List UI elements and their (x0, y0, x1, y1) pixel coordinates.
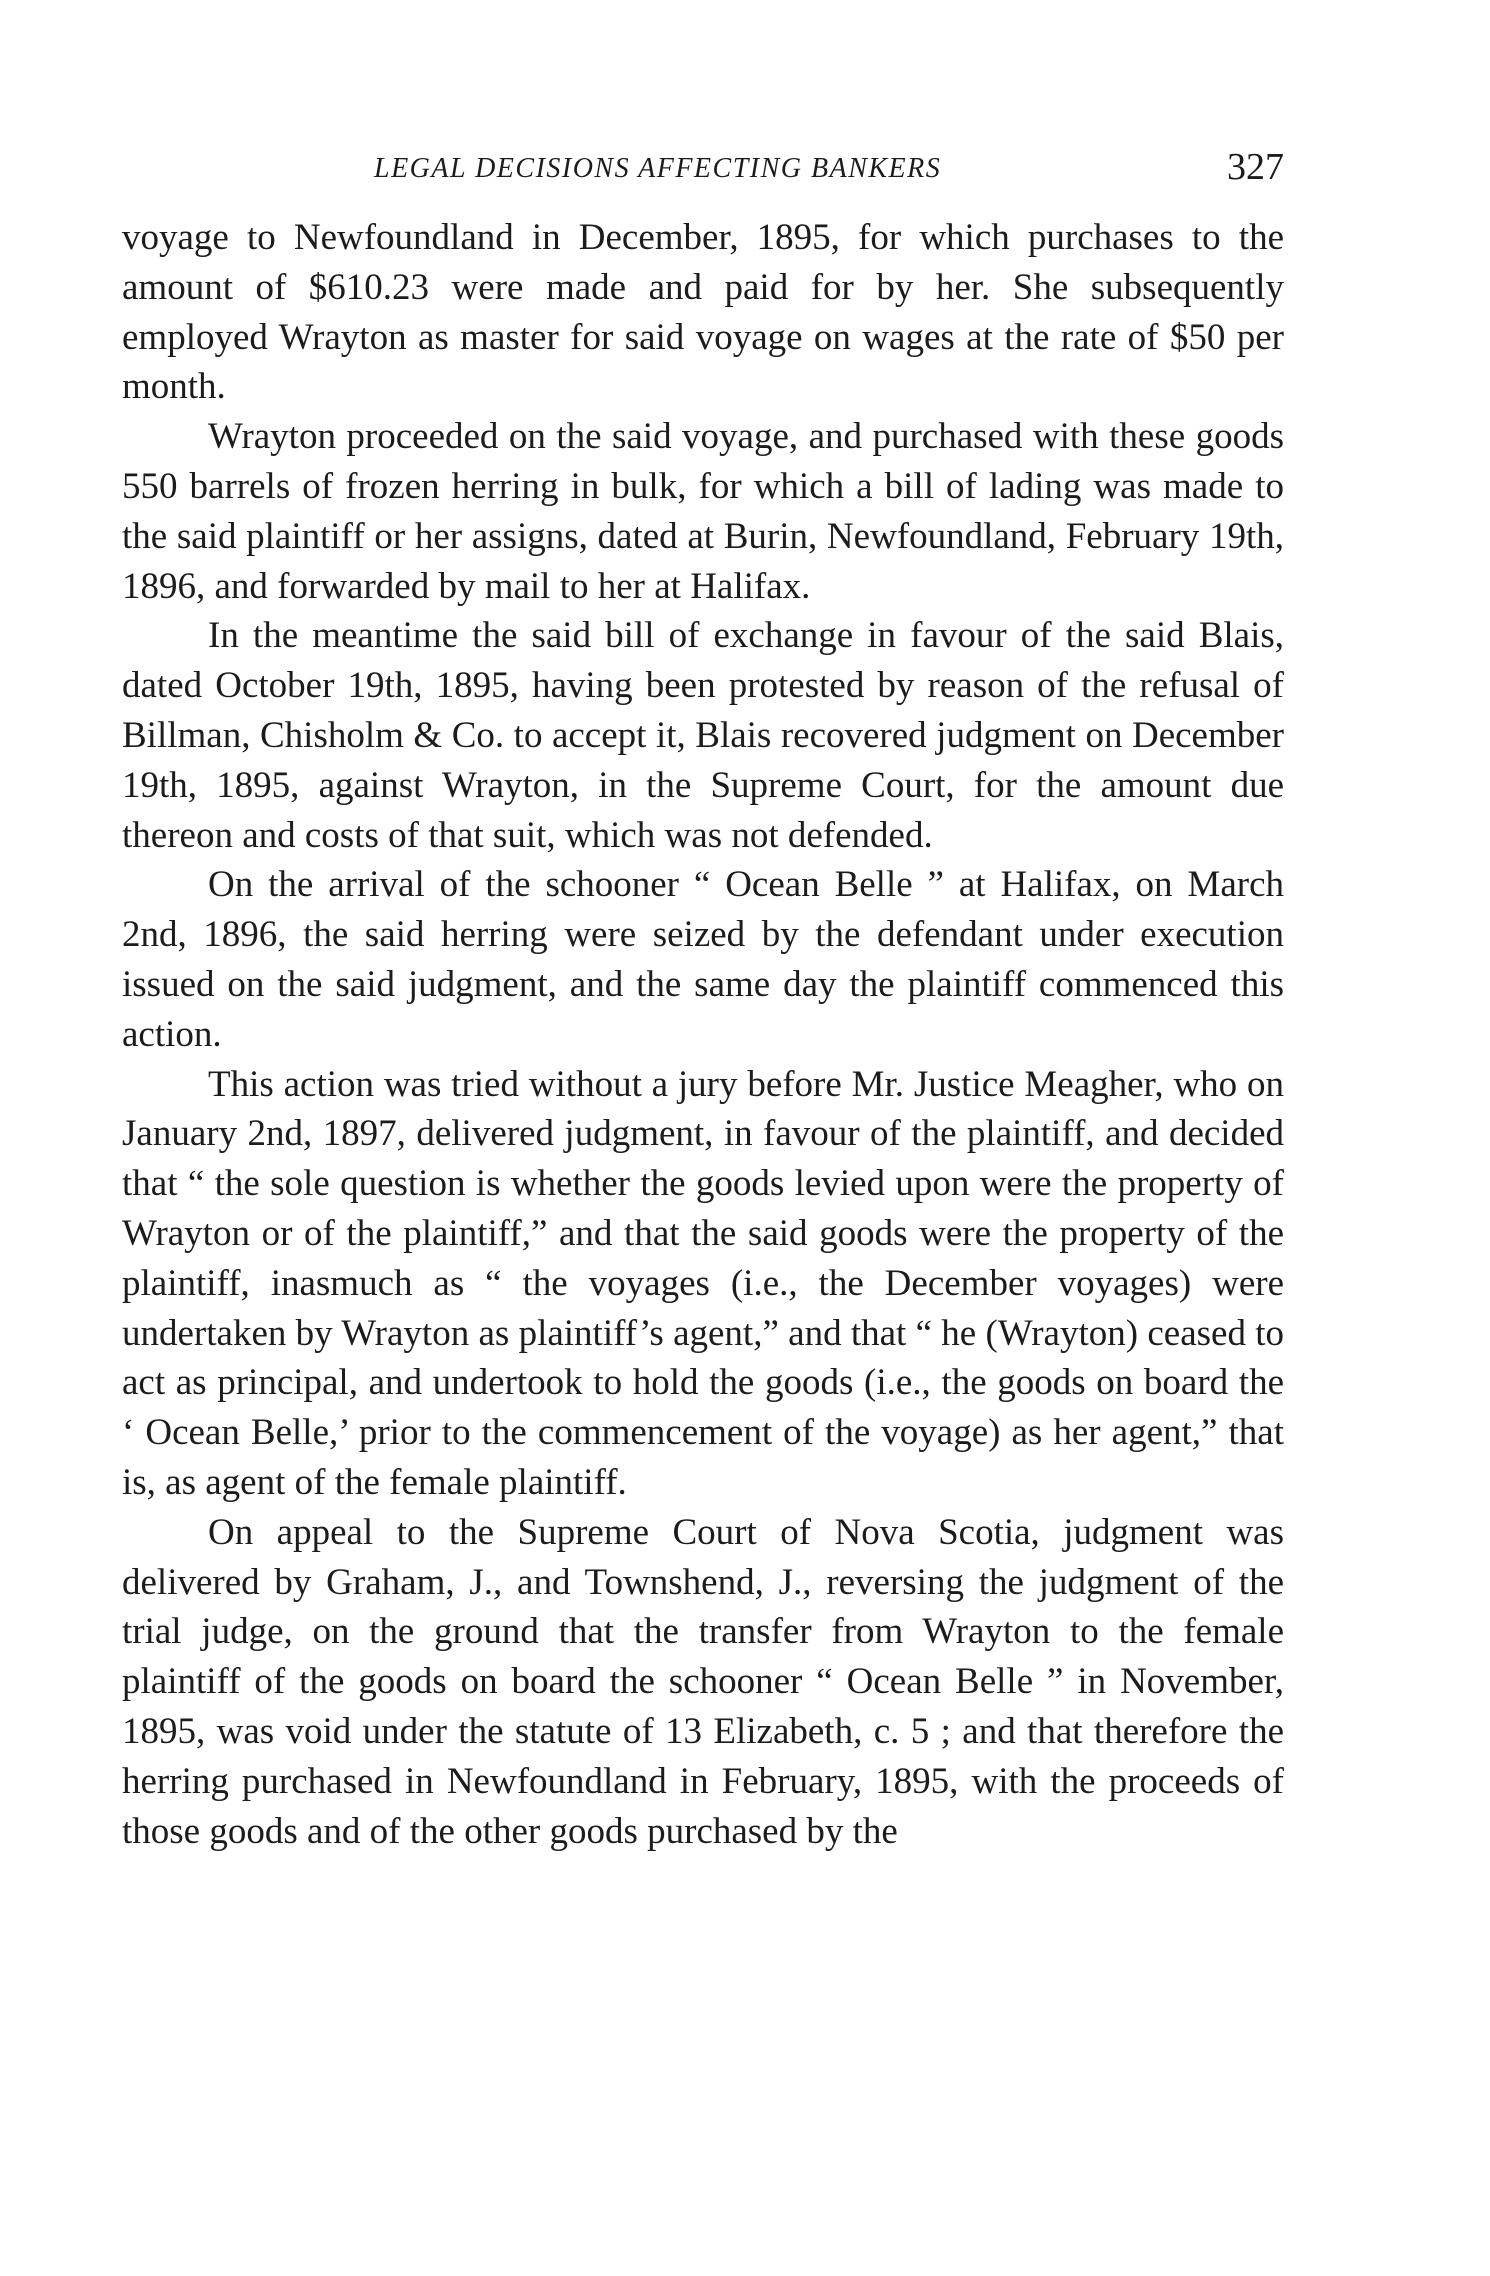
page-number: 327 (1227, 146, 1284, 188)
running-head (122, 145, 1284, 193)
paragraph-1: voyage to Newfoundland in December, 1895, for which purchases to the amount of $610.23 were made and paid for by her. She subsequently employed Wrayton as master for said voyage on wages at the rate of $50 per month. (122, 217, 1284, 408)
paragraph-6: On appeal to the Supreme Court of Nova Scotia, judgment was delivered by Graham, J., and Townshend, J., reversing the judgment of the trial judge, on the ground that the transfer from Wrayton to the female plaintiff of the goods on board the schooner “ Ocean Belle ” in November, 1895, was void under the statute of 13 Elizabeth, c. 5 ; and that therefore the herring purchased in Newfoundland in February, 1895, with the proceeds of those goods and of the other goods purchased by the (122, 1511, 1284, 1852)
paragraph-2: Wrayton proceeded on the said voyage, and purchased with these goods 550 barrels of frozen herring in bulk, for which a bill of lading was made to the said plaintiff or her assigns, dated at Burin, Newfoundland, February 19th, 1896, and forwarded by mail to her at Halifax. (122, 416, 1284, 607)
paragraph-5: This action was tried without a jury before Mr. Justice Meagher, who on January 2nd, 1897, delivered judgment, in favour of the plaintiff, and decided that “ the sole question is whether the goods levied upon were the property of Wrayton or of the plaintiff,” and that the said goods were the property of the plaintiff, inasmuch as “ the voyages (i.e., the December voyages) were undertaken by Wrayton as plaintiff’s agent,” and that “ he (Wrayton) ceased to act as principal, and undertook to hold the goods (i.e., the goods on board the ‘ Ocean Belle,’ prior to the commencement of the voyage) as her agent,” that is, as agent of the female plaintiff. (122, 1063, 1284, 1503)
paragraph-3: In the meantime the said bill of exchange in favour of the said Blais, dated October 19th, 1895, having been protested by reason of the refusal of Billman, Chisholm & Co. to accept it, Blais recovered judgment on December 19th, 1895, against Wrayton, in the Supreme Court, for the amount due thereon and costs of that suit, which was not defended. (122, 615, 1284, 856)
body-text (122, 213, 1284, 1856)
paragraph-4: On the arrival of the schooner “ Ocean Belle ” at Halifax, on March 2nd, 1896, the said herring were seized by the defendant under execution issued on the said judgment, and the same day the plaintiff commenced this action. (122, 864, 1284, 1055)
running-title: LEGAL DECISIONS AFFECTING BANKERS (374, 153, 942, 184)
